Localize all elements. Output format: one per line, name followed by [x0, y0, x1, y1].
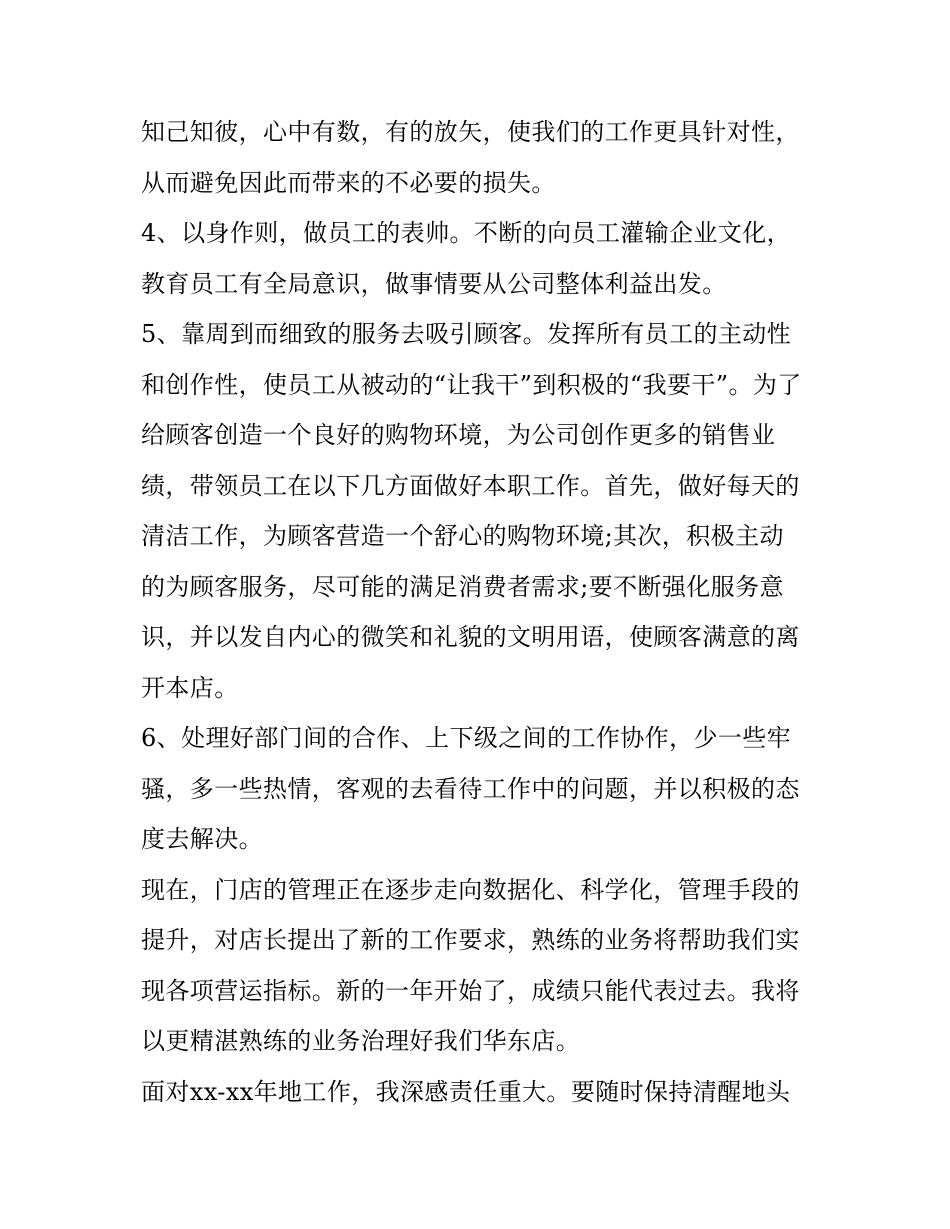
text-line: 4、以身作则，做员工的表帅。不断的向员工灌输企业文化， [141, 219, 792, 247]
text-line: 5、靠周到而细致的服务去吸引顾客。发挥所有员工的主动性 [141, 320, 792, 348]
text-line: 以更精湛熟练的业务治理好我们华东店。 [141, 1027, 581, 1055]
text-line: 从而避免因此而带来的不必要的损失。 [141, 168, 556, 197]
text-line: 绩，带领员工在以下几方面做好本职工作。首先，做好每天的 [141, 471, 800, 500]
text-line: 骚，多一些热情，客观的去看待工作中的问题，并以积极的态 [141, 774, 800, 803]
text-line: 面对xx-xx年地工作，我深感责任重大。要随时保持清醒地头 [141, 1077, 791, 1106]
text-line: 知己知彼，心中有数，有的放矢，使我们的工作更具针对性， [141, 118, 800, 146]
text-line: 和创作性，使员工从被动的“让我干”到积极的“我要干”。为了 [141, 370, 802, 399]
text-line: 开本店。 [141, 673, 239, 702]
text-line: 现在，门店的管理正在逐步走向数据化、科学化，管理手段的 [141, 875, 800, 904]
text-line: 教育员工有全局意识，做事情要从公司整体利益出发。 [141, 269, 727, 298]
text-line: 6、处理好部门间的合作、上下级之间的工作协作，少一些牢 [141, 724, 792, 752]
text-line: 度去解决。 [141, 825, 263, 853]
text-line: 提升，对店长提出了新的工作要求，熟练的业务将帮助我们实 [141, 926, 800, 954]
text-line: 识，并以发自内心的微笑和礼貌的文明用语，使顾客满意的离 [141, 623, 800, 651]
document-body [141, 107, 821, 1117]
text-line: 给顾客创造一个良好的购物环境，为公司创作更多的销售业 [141, 421, 776, 449]
text-line: 现各项营运指标。新的一年开始了，成绩只能代表过去。我将 [141, 976, 800, 1005]
text-line: 的为顾客服务，尽可能的满足消费者需求;要不断强化服务意 [141, 572, 784, 601]
text-line: 清洁工作，为顾客营造一个舒心的购物环境;其次，积极主动 [141, 522, 784, 550]
